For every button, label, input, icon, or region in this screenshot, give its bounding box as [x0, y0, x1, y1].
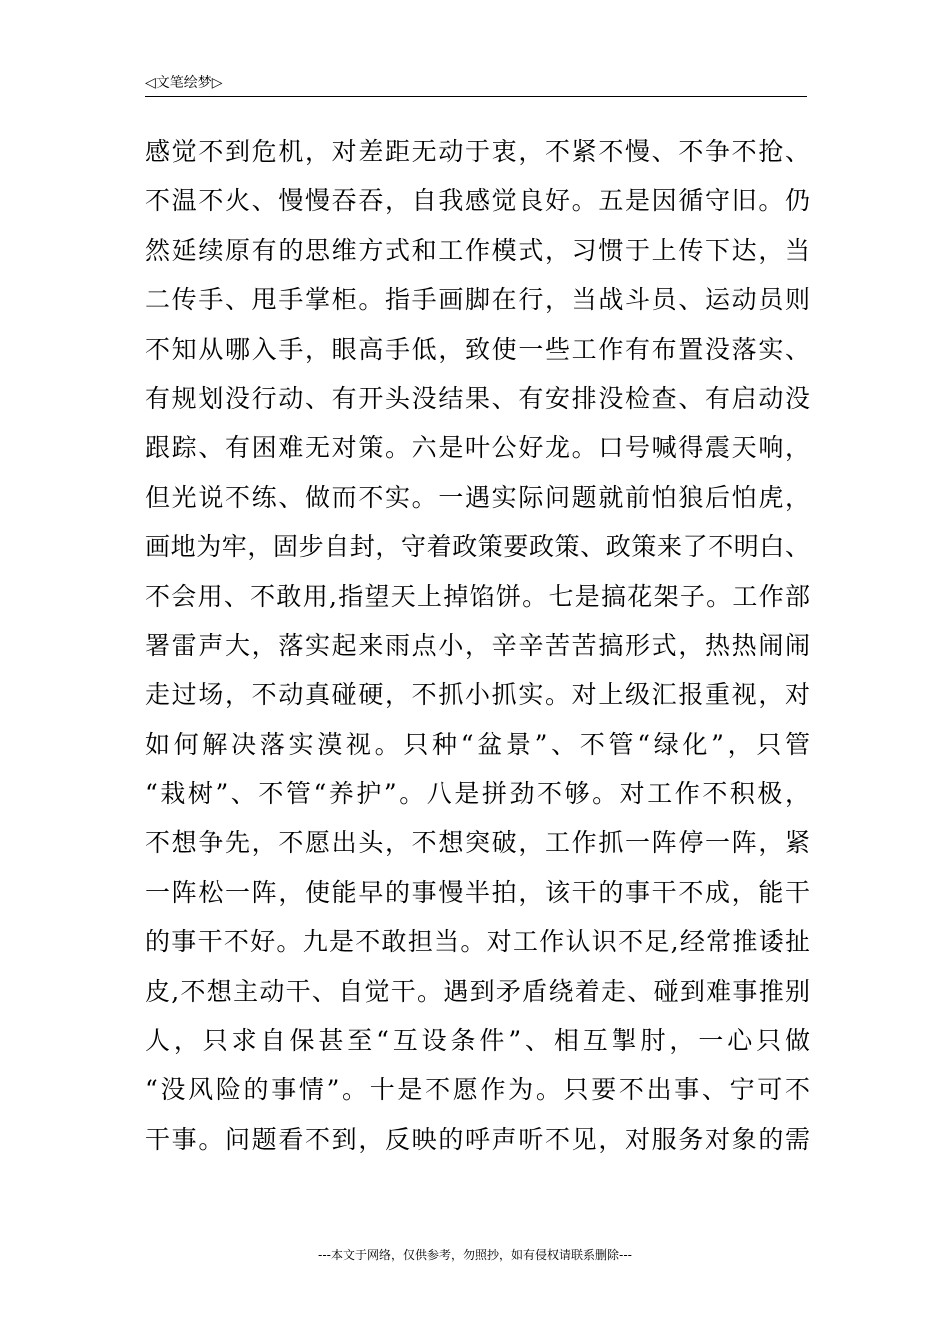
body-line: “没风险的事情”。十是不愿作为。只要不出事、宁可不	[145, 1075, 810, 1105]
body-line: 跟踪、有困难无对策。六是叶公好龙。口号喊得震天响，	[145, 433, 810, 463]
body-line: 不会用、不敢用,指望天上掉馅饼。七是搞花架子。工作部	[145, 581, 810, 611]
header-title: ◁文笔绘梦▷	[145, 75, 223, 91]
body-line: 人，只求自保甚至“互设条件”、相互掣肘，一心只做	[145, 1026, 810, 1056]
body-line: 不想争先，不愿出头，不想突破，工作抓一阵停一阵，紧	[145, 828, 810, 858]
body-line: 如何解决落实漠视。只种“盆景”、不管“绿化”，只管	[145, 729, 810, 759]
body-line: 的事干不好。九是不敢担当。对工作认识不足,经常推诿扯	[145, 927, 810, 957]
body-line: 皮,不想主动干、自觉干。遇到矛盾绕着走、碰到难事推别	[145, 976, 810, 1006]
body-line: 署雷声大，落实起来雨点小，辛辛苦苦搞形式，热热闹闹	[145, 630, 810, 660]
body-line: 不知从哪入手，眼高手低，致使一些工作有布置没落实、	[145, 334, 810, 364]
document-body	[145, 127, 810, 1164]
body-line: 有规划没行动、有开头没结果、有安排没检查、有启动没	[145, 383, 810, 413]
body-line: 感觉不到危机，对差距无动于衷，不紧不慢、不争不抢、	[145, 137, 810, 166]
body-line: 不温不火、慢慢吞吞，自我感觉良好。五是因循守旧。仍	[145, 186, 810, 216]
body-line: 一阵松一阵，使能早的事慢半拍，该干的事干不成，能干	[145, 877, 810, 907]
page-footer: ---本文于网络，仅供参考，勿照抄，如有侵权请联系删除---	[318, 1248, 632, 1262]
body-line: 但光说不练、做而不实。一遇实际问题就前怕狼后怕虎，	[145, 482, 810, 512]
body-line: 画地为牢，固步自封，守着政策要政策、政策来了不明白、	[145, 532, 810, 562]
body-line: 走过场，不动真碰硬，不抓小抓实。对上级汇报重视，对	[145, 680, 810, 710]
body-line: 干事。问题看不到，反映的呼声听不见，对服务对象的需	[145, 1124, 810, 1154]
body-line: 二传手、甩手掌柜。指手画脚在行，当战斗员、运动员则	[145, 285, 810, 315]
body-line: 然延续原有的思维方式和工作模式，习惯于上传下达，当	[145, 235, 810, 265]
page-header	[145, 72, 807, 97]
body-line: “栽树”、不管“养护”。八是拼劲不够。对工作不积极，	[145, 779, 810, 809]
